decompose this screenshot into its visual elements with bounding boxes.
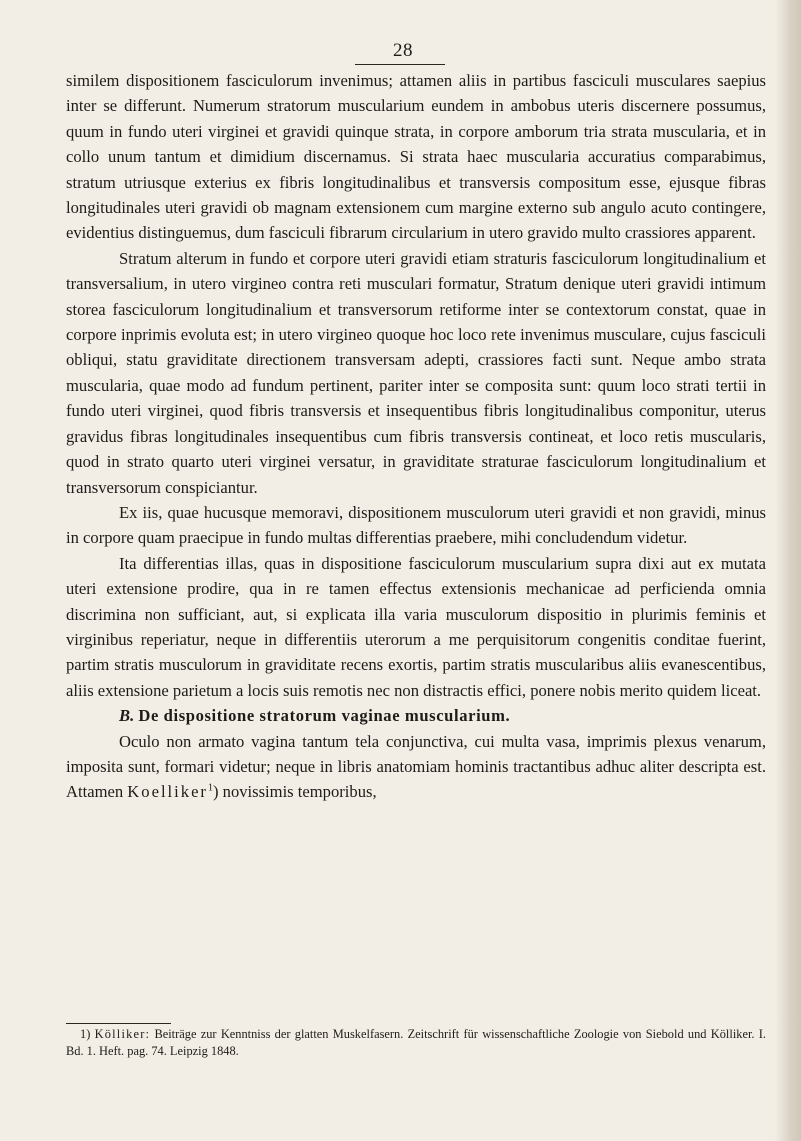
footnote-rule <box>66 1023 171 1024</box>
footnote-text: Beiträge zur Kenntniss der glatten Muskelfasern. Zeitschrift für wissenschaftliche Zoologie von Siebold und Kölliker. I. Bd. 1. Heft. pag. 74. Leipzig 1848. <box>66 1027 766 1058</box>
footnote-author: Kölliker: <box>94 1027 151 1041</box>
paragraph-3: Ex iis, quae hucusque memoravi, dispositionem musculorum uteri gravidi et non gravidi, minus in corpore quam praecipue in fundo multas differentias praebere, mihi concludendum videtur. <box>66 502 766 548</box>
footnote-reference[interactable]: 1 <box>207 782 213 794</box>
paragraph-4: Ita differentias illas, quas in dispositione fasciculorum muscularium supra dixi aut ex mutata uteri extensione prodire, qua in re tamen effectus extensionis mechanicae ad perficienda omnia discrimina non sufficiant, aut, si explicata illa varia musculorum dispositio in plurimis feminis et virginibus reperiatur, neque in differentiis uterorum a me perquisitorum congenitis conditae fuerint, partim stratis musculorum in graviditate recens exortis, partim stratis muscularibus aliis evanescentibus, aliis extensione parietum a locis suis remotis nec non distractis effici, ponere nobis merito quidem liceat. <box>66 553 766 700</box>
page-number-rule <box>355 64 445 65</box>
author-koelliker: Koelliker <box>127 782 208 802</box>
section-heading <box>66 703 766 728</box>
paragraph-2: Stratum alterum in fundo et corpore uteri gravidi etiam straturis fasciculorum longitudinalium et transversalium, in utero virgineo contra reti musculari formatur, Stratum denique uteri gravidi intimum storea fasciculorum longitudinalium et transversorum retiforme inter se contextorum constat, quae in corpore inprimis evoluta est; in utero virgineo quoque hoc loco rete invenimus musculare, cujus fasciculi obliqui, statu graviditate directionem transversam adepti, crassiores facti sunt. Neque ambo strata muscularia, quae modo ad fundum pertinent, pariter inter se composita sunt: quum loco strati tertii in fundo uteri virginei, quod fibris transversis et insequentibus fibris longitudinalibus componitur, uterus gravidus fibras longitudinales insequentibus cum fibris transversis contineat, et loco retis muscularis, quod in strato quarto uteri virginei versatur, in graviditate straturae fasciculorum longitudinalium et transversorum conspiciantur. <box>66 248 766 497</box>
body-text <box>66 68 766 805</box>
footnote <box>66 1026 766 1060</box>
page-number: 28 <box>393 40 413 61</box>
footnote-marker: 1) <box>80 1027 91 1041</box>
section-number: B. <box>119 706 135 726</box>
section-title: De dispositione stratorum vaginae muscularium. <box>138 706 511 726</box>
paragraph-1: similem dispositionem fasciculorum invenimus; attamen aliis in partibus fasciculi musculares saepius inter se differunt. Numerum stratorum muscularium eundem in ambobus uteris discernere possumus, quum in fundo uteri virginei et gravidi quinque strata, in corpore amborum tria strata muscularia, et in collo unum tantum et dimidium discernamus. Si strata haec muscularia accuratius comparabimus, stratum utriusque exterius ex fibris longitudinalibus et transversis compositum esse, ejusque fibras longitudinales uteri gravidi ob magnam extensionem cum margine externo sub angulo acuto contingere, evidentius distinguemus, dum fasciculi fibrarum circularium in utero gravido multo crassiores apparent. <box>66 71 766 243</box>
paragraph-5 <box>66 729 766 805</box>
paragraph-5-text-a: Oculo non armato vagina tantum tela conjunctiva, cui multa vasa, imprimis plexus venarum, imposita sunt, formari videtur; neque in libris anatomiam hominis tractantibus adhuc aliter descripta est. Attamen <box>66 731 766 802</box>
page-edge-shadow <box>775 0 801 1141</box>
paragraph-5-text-b: ) novissimis temporibus, <box>212 782 377 802</box>
